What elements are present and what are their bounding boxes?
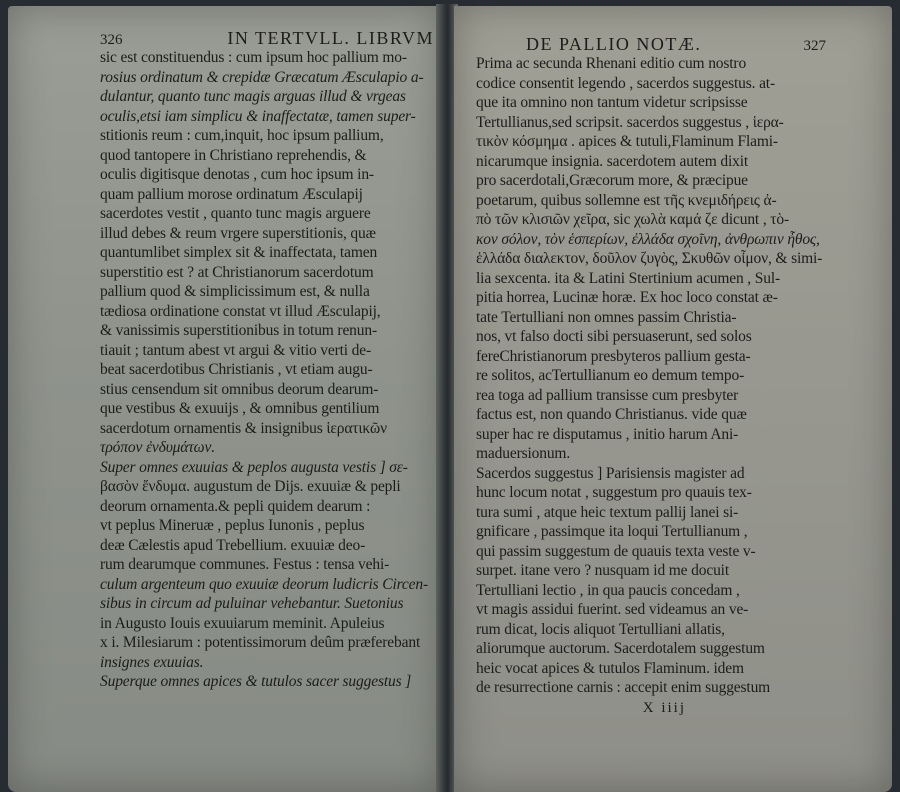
left-running-head	[100, 28, 434, 48]
text-line: τικὸν κόσμημα . apices & tutuli,Flaminum Flami-	[476, 133, 778, 150]
right-page-number: 327	[803, 38, 826, 54]
text-line: Tertulliani lectio , in qua paucis concedam ,	[476, 581, 740, 599]
text-line: lia sexcenta. ita & Latini Stertinium acumen , Sul-	[476, 269, 780, 287]
text-line: aliorumque auctorum. Sacerdotalem suggestum	[476, 640, 765, 657]
text-line: rum dearumque communes. Festus : tensa vehi-	[100, 556, 390, 573]
text-line: sibus in circum ad puluinar vehebantur. Suetonius	[100, 595, 404, 612]
text-line: factus est, non quando Christianus. vide quæ	[476, 406, 747, 423]
text-line: πὸ τῶν κλισιῶν χεῖρα, sic χωλὰ καμά ζε dicunt , τὸ-	[476, 211, 789, 228]
text-line: quantumlibet simplex sit & inaffectata, tamen	[100, 244, 378, 261]
text-line: tiauit ; tantum abest vt argui & vitio verti de-	[100, 341, 372, 359]
text-line: in Augusto Iouis exuuiarum meminit. Apuleius	[100, 614, 385, 632]
text-line: oculis,etsi iam simplicu & inaffectatæ, tamen super-	[100, 107, 416, 125]
text-line: que ita omnino non tantum videtur scripsisse	[476, 94, 748, 111]
text-line: vt peplus Mineruæ , peplus Iunonis , peplus	[100, 517, 365, 534]
text-line: surpet. itane vero ? nusquam id me docuit	[476, 562, 729, 579]
text-line: vt magis assidui fuerint. sed videamus an ve-	[476, 601, 749, 618]
text-line: deorum ornamenta.& pepli quidem dearum :	[100, 497, 371, 515]
text-line: hunc locum notat , suggestum pro quauis tex-	[476, 484, 752, 501]
text-line: illud debes & reum vrgere superstitionis, quæ	[100, 224, 376, 242]
right-running-head	[526, 34, 826, 54]
text-line: maduersionum.	[476, 445, 571, 462]
text-line: fereChristianorum presbyteros pallium gesta-	[476, 347, 751, 365]
text-line: rosius ordinatum & crepidæ Græcatum Æsculapio a-	[100, 68, 424, 86]
text-line: βασὸν ἔνδυμα. augustum de Dijs. exuuiæ & pepli	[100, 478, 401, 495]
text-line: Super omnes exuuias & peplos augusta vestis ] σε-	[100, 458, 408, 476]
left-running-head-title: IN TERTVLL. LIBRVM	[227, 28, 434, 48]
text-line: Sacerdos suggestus ] Parisiensis magister ad	[476, 464, 745, 482]
text-line: heic vocat apices & tutulos Flaminum. idem	[476, 659, 744, 677]
text-line: rum dicat, locis aliquot Tertulliani allatis,	[476, 620, 725, 638]
left-page	[8, 6, 440, 792]
text-line: quod tantopere in Christiano reprehendis, &	[100, 146, 367, 164]
text-line: rea toga ad pallium transisse cum presbyter	[476, 386, 739, 404]
text-line: pitia horrea, Lucinæ horæ. Ex hoc loco constat æ-	[476, 289, 778, 306]
text-line: stius censendum sit omnibus deorum dearum-	[100, 380, 379, 398]
text-line: pro sacerdotali,Græcorum more, & præcipue	[476, 172, 748, 189]
text-line: tate Tertulliani non omnes passim Christia-	[476, 308, 737, 326]
text-line: Tertullianus,sed scripsit. sacerdos suggestus , ἱερα-	[476, 113, 784, 131]
text-line: nicarumque insignia. sacerdotem autem dixit	[476, 152, 749, 170]
text-line: de resurrectione carnis : accepit enim suggestum	[476, 679, 771, 696]
text-line: culum argenteum quo exuuiæ deorum ludicris Circen-	[100, 575, 428, 593]
text-line: quam pallium morose ordinatum Æsculapij	[100, 185, 363, 203]
text-line: sacerdotes vestit , quanto tunc magis arguere	[100, 205, 371, 222]
signature-mark: X iiij	[642, 699, 686, 716]
text-line: dulantur, quanto tunc magis arguas illud & vrgeas	[100, 88, 406, 105]
text-line: que vestibus & exuuijs , & omnibus gentilium	[100, 400, 380, 417]
text-line: poetarum, quibus sollemne est τῆς κνεμιδήρεις ἀ-	[476, 191, 777, 209]
text-line: ἑλλάδα διαλεκτον, δοῦλον ζυγὸς, Σκυθῶν οἶμον, & simi-	[476, 250, 823, 267]
text-line: sacerdotum ornamentis & insignibus ἱερατικῶν	[100, 419, 387, 437]
text-line: pallium quod & simplicissimum est, & nulla	[100, 283, 370, 300]
right-page	[454, 6, 892, 792]
text-line: codice consentit legendo , sacerdos suggestus. at-	[476, 74, 775, 92]
text-line: insignes exuuias.	[100, 653, 204, 671]
right-running-head-title: DE PALLIO NOTÆ.	[526, 34, 702, 54]
text-line: Prima ac secunda Rhenani editio cum nostro	[476, 55, 747, 72]
text-line: x i. Milesiarum : potentissimorum deûm præferebant	[100, 634, 421, 651]
text-line: stitionis reum : cum,inquit, hoc ipsum pallium,	[100, 127, 384, 144]
text-line: superstitio est ? at Christianorum sacerdotum	[100, 263, 374, 281]
text-line: oculis digitisque denotas , cum hoc ipsum in-	[100, 166, 374, 183]
text-line: nos, vt falso docti sibi persuaserunt, sed solos	[476, 328, 752, 345]
text-line: beat sacerdotibus Christianis , vt etiam augu-	[100, 361, 373, 378]
left-page-number: 326	[100, 32, 123, 48]
text-line: Superque omnes apices & tutulos sacer suggestus ]	[100, 673, 412, 690]
text-line: tædiosa ordinatione constat vt illud Æsculapij,	[100, 302, 381, 320]
text-line: super hac re disputamus , initio harum Ani-	[476, 425, 739, 443]
text-line: κον σόλον, τὸν ἑσπερίων, ἐλλάδα σχοῖνη, ἀνθρωπιν ἦθος,	[476, 230, 820, 248]
right-page-text	[476, 34, 836, 717]
text-line: gnificare , passimque ita loqui Tertullianum ,	[476, 523, 748, 540]
text-line: qui passim suggestum de quauis texta veste v-	[476, 542, 756, 560]
text-line: deæ Cælestis apud Trebellium. exuuiæ deo-	[100, 536, 366, 554]
text-line: re solitos, acTertullianum eo demum tempo-	[476, 367, 745, 384]
text-line: tura sumi , atque heic textum pallij lanei si-	[476, 503, 739, 521]
left-page-text	[100, 28, 434, 692]
text-line: & vanissimis superstitionibus in totum renun-	[100, 322, 377, 339]
text-line: τρόπον ἐνδυμάτων.	[100, 439, 215, 456]
text-line: sic est constituendus : cum ipsum hoc pallium mo-	[100, 49, 407, 66]
